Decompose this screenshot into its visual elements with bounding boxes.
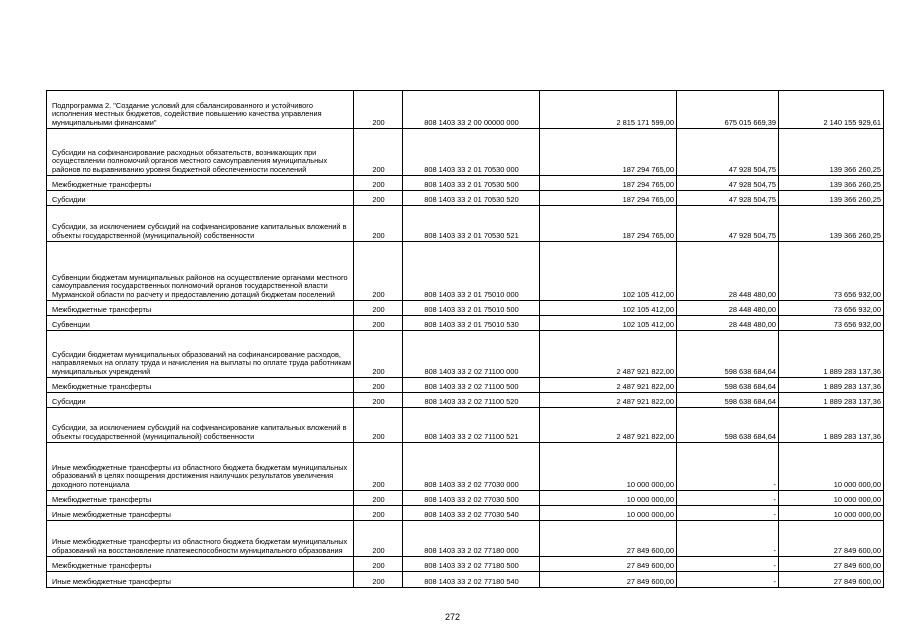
row-name-cell: Субсидии, за исключением субсидий на софинансирование капитальных вложений в объекты государственной (муниципальной) собственности (47, 206, 354, 242)
row-admin-cell: 200 (354, 572, 403, 588)
row-remaining-cell: 1 889 283 137,36 (779, 408, 884, 443)
row-code-cell: 808 1403 33 2 02 71100 521 (403, 408, 540, 443)
row-name-cell: Межбюджетные трансферты (47, 491, 354, 506)
row-executed-cell: - (677, 443, 779, 491)
row-executed-cell: - (677, 557, 779, 572)
row-code-cell: 808 1403 33 2 01 70530 500 (403, 176, 540, 191)
row-approved-cell: 27 849 600,00 (540, 557, 677, 572)
row-approved-cell: 10 000 000,00 (540, 443, 677, 491)
row-approved-cell: 10 000 000,00 (540, 491, 677, 506)
table-row (47, 91, 884, 129)
row-admin-cell: 200 (354, 557, 403, 572)
row-approved-cell: 27 849 600,00 (540, 521, 677, 557)
row-remaining-cell: 27 849 600,00 (779, 557, 884, 572)
row-name-cell: Субсидии бюджетам муниципальных образований на софинансирование расходов, направляемых на оплату труда и начисления на выплаты по оплате труда работникам муниципальных учреждений (47, 331, 354, 378)
row-approved-cell: 187 294 765,00 (540, 206, 677, 242)
row-admin-cell: 200 (354, 176, 403, 191)
row-remaining-cell: 2 140 155 929,61 (779, 91, 884, 129)
row-remaining-cell: 1 889 283 137,36 (779, 393, 884, 408)
row-approved-cell: 187 294 765,00 (540, 176, 677, 191)
row-admin-cell: 200 (354, 443, 403, 491)
row-admin-cell: 200 (354, 301, 403, 316)
row-code-cell: 808 1403 33 2 02 77180 500 (403, 557, 540, 572)
table-row (47, 378, 884, 393)
row-name-cell: Иные межбюджетные трансферты (47, 572, 354, 588)
table-row (47, 191, 884, 206)
row-executed-cell: - (677, 506, 779, 521)
row-name-cell: Субсидии (47, 191, 354, 206)
table-row (47, 242, 884, 301)
row-remaining-cell: 1 889 283 137,36 (779, 331, 884, 378)
row-name-cell: Иные межбюджетные трансферты из областного бюджета бюджетам муниципальных образований в целях поощрения достижения наилучших результатов увеличения доходного потенциала (47, 443, 354, 491)
row-code-cell: 808 1403 33 2 01 70530 000 (403, 129, 540, 176)
row-remaining-cell: 10 000 000,00 (779, 491, 884, 506)
row-name-cell: Межбюджетные трансферты (47, 176, 354, 191)
row-remaining-cell: 1 889 283 137,36 (779, 378, 884, 393)
page-number: 272 (444, 612, 461, 622)
row-remaining-cell: 27 849 600,00 (779, 572, 884, 588)
table-body (47, 91, 884, 588)
row-executed-cell: 47 928 504,75 (677, 176, 779, 191)
row-approved-cell: 187 294 765,00 (540, 129, 677, 176)
table-row (47, 491, 884, 506)
row-name-cell: Иные межбюджетные трансферты из областного бюджета бюджетам муниципальных образований на восстановление платежеспособности муниципального образования (47, 521, 354, 557)
row-executed-cell: - (677, 491, 779, 506)
row-executed-cell: 47 928 504,75 (677, 129, 779, 176)
table-row (47, 176, 884, 191)
row-admin-cell: 200 (354, 191, 403, 206)
row-code-cell: 808 1403 33 2 00 00000 000 (403, 91, 540, 129)
row-code-cell: 808 1403 33 2 02 77030 000 (403, 443, 540, 491)
row-remaining-cell: 10 000 000,00 (779, 506, 884, 521)
row-remaining-cell: 139 366 260,25 (779, 206, 884, 242)
row-executed-cell: 47 928 504,75 (677, 191, 779, 206)
budget-table (46, 90, 884, 588)
row-approved-cell: 2 487 921 822,00 (540, 331, 677, 378)
row-code-cell: 808 1403 33 2 01 75010 530 (403, 316, 540, 331)
table-row (47, 506, 884, 521)
row-approved-cell: 2 487 921 822,00 (540, 408, 677, 443)
row-admin-cell: 200 (354, 242, 403, 301)
row-executed-cell: - (677, 521, 779, 557)
row-name-cell: Субсидии на софинансирование расходных обязательств, возникающих при осуществлении полномочий органов местного самоуправления муниципальных районов по выравниванию уровня бюджетной обеспеченности поселений (47, 129, 354, 176)
row-code-cell: 808 1403 33 2 02 77180 540 (403, 572, 540, 588)
row-executed-cell: 598 638 684,64 (677, 378, 779, 393)
row-code-cell: 808 1403 33 2 02 71100 500 (403, 378, 540, 393)
row-approved-cell: 2 487 921 822,00 (540, 393, 677, 408)
row-approved-cell: 102 105 412,00 (540, 301, 677, 316)
row-admin-cell: 200 (354, 316, 403, 331)
row-executed-cell: 598 638 684,64 (677, 393, 779, 408)
table-row (47, 557, 884, 572)
row-admin-cell: 200 (354, 378, 403, 393)
row-executed-cell: 675 015 669,39 (677, 91, 779, 129)
row-approved-cell: 102 105 412,00 (540, 242, 677, 301)
table-row (47, 572, 884, 588)
row-code-cell: 808 1403 33 2 01 75010 000 (403, 242, 540, 301)
row-approved-cell: 102 105 412,00 (540, 316, 677, 331)
row-remaining-cell: 139 366 260,25 (779, 176, 884, 191)
row-remaining-cell: 27 849 600,00 (779, 521, 884, 557)
table-row (47, 331, 884, 378)
row-name-cell: Субсидии, за исключением субсидий на софинансирование капитальных вложений в объекты государственной (муниципальной) собственности (47, 408, 354, 443)
row-code-cell: 808 1403 33 2 02 71100 000 (403, 331, 540, 378)
row-executed-cell: 598 638 684,64 (677, 408, 779, 443)
row-code-cell: 808 1403 33 2 01 75010 500 (403, 301, 540, 316)
row-approved-cell: 2 815 171 599,00 (540, 91, 677, 129)
row-admin-cell: 200 (354, 521, 403, 557)
table-row (47, 129, 884, 176)
row-name-cell: Межбюджетные трансферты (47, 378, 354, 393)
row-admin-cell: 200 (354, 206, 403, 242)
row-admin-cell: 200 (354, 91, 403, 129)
row-remaining-cell: 139 366 260,25 (779, 191, 884, 206)
row-executed-cell: - (677, 572, 779, 588)
table-row (47, 521, 884, 557)
row-approved-cell: 187 294 765,00 (540, 191, 677, 206)
row-remaining-cell: 139 366 260,25 (779, 129, 884, 176)
row-approved-cell: 10 000 000,00 (540, 506, 677, 521)
table-row (47, 206, 884, 242)
row-remaining-cell: 73 656 932,00 (779, 301, 884, 316)
row-executed-cell: 598 638 684,64 (677, 331, 779, 378)
table-row (47, 408, 884, 443)
row-admin-cell: 200 (354, 331, 403, 378)
row-name-cell: Иные межбюджетные трансферты (47, 506, 354, 521)
table-row (47, 316, 884, 331)
row-executed-cell: 28 448 480,00 (677, 301, 779, 316)
row-name-cell: Субвенции (47, 316, 354, 331)
row-code-cell: 808 1403 33 2 01 70530 521 (403, 206, 540, 242)
row-remaining-cell: 10 000 000,00 (779, 443, 884, 491)
row-name-cell: Субсидии (47, 393, 354, 408)
row-executed-cell: 28 448 480,00 (677, 242, 779, 301)
row-name-cell: Межбюджетные трансферты (47, 301, 354, 316)
row-admin-cell: 200 (354, 506, 403, 521)
row-admin-cell: 200 (354, 393, 403, 408)
table-row (47, 443, 884, 491)
row-name-cell: Межбюджетные трансферты (47, 557, 354, 572)
row-approved-cell: 27 849 600,00 (540, 572, 677, 588)
row-remaining-cell: 73 656 932,00 (779, 316, 884, 331)
table-row (47, 393, 884, 408)
row-name-cell: Подпрограмма 2. "Создание условий для сбалансированного и устойчивого исполнения местных бюджетов, содействие повышению качества управления муниципальными финансами" (47, 91, 354, 129)
row-code-cell: 808 1403 33 2 02 71100 520 (403, 393, 540, 408)
row-remaining-cell: 73 656 932,00 (779, 242, 884, 301)
row-code-cell: 808 1403 33 2 01 70530 520 (403, 191, 540, 206)
table-row (47, 301, 884, 316)
row-admin-cell: 200 (354, 408, 403, 443)
row-code-cell: 808 1403 33 2 02 77030 540 (403, 506, 540, 521)
row-code-cell: 808 1403 33 2 02 77030 500 (403, 491, 540, 506)
row-admin-cell: 200 (354, 129, 403, 176)
row-name-cell: Субвенции бюджетам муниципальных районов на осуществление органами местного самоуправления государственных полномочий органов государственной власти Мурманской области по расчету и предоставлению дотаций бюджетам поселений (47, 242, 354, 301)
row-approved-cell: 2 487 921 822,00 (540, 378, 677, 393)
row-code-cell: 808 1403 33 2 02 77180 000 (403, 521, 540, 557)
row-executed-cell: 47 928 504,75 (677, 206, 779, 242)
row-admin-cell: 200 (354, 491, 403, 506)
row-executed-cell: 28 448 480,00 (677, 316, 779, 331)
